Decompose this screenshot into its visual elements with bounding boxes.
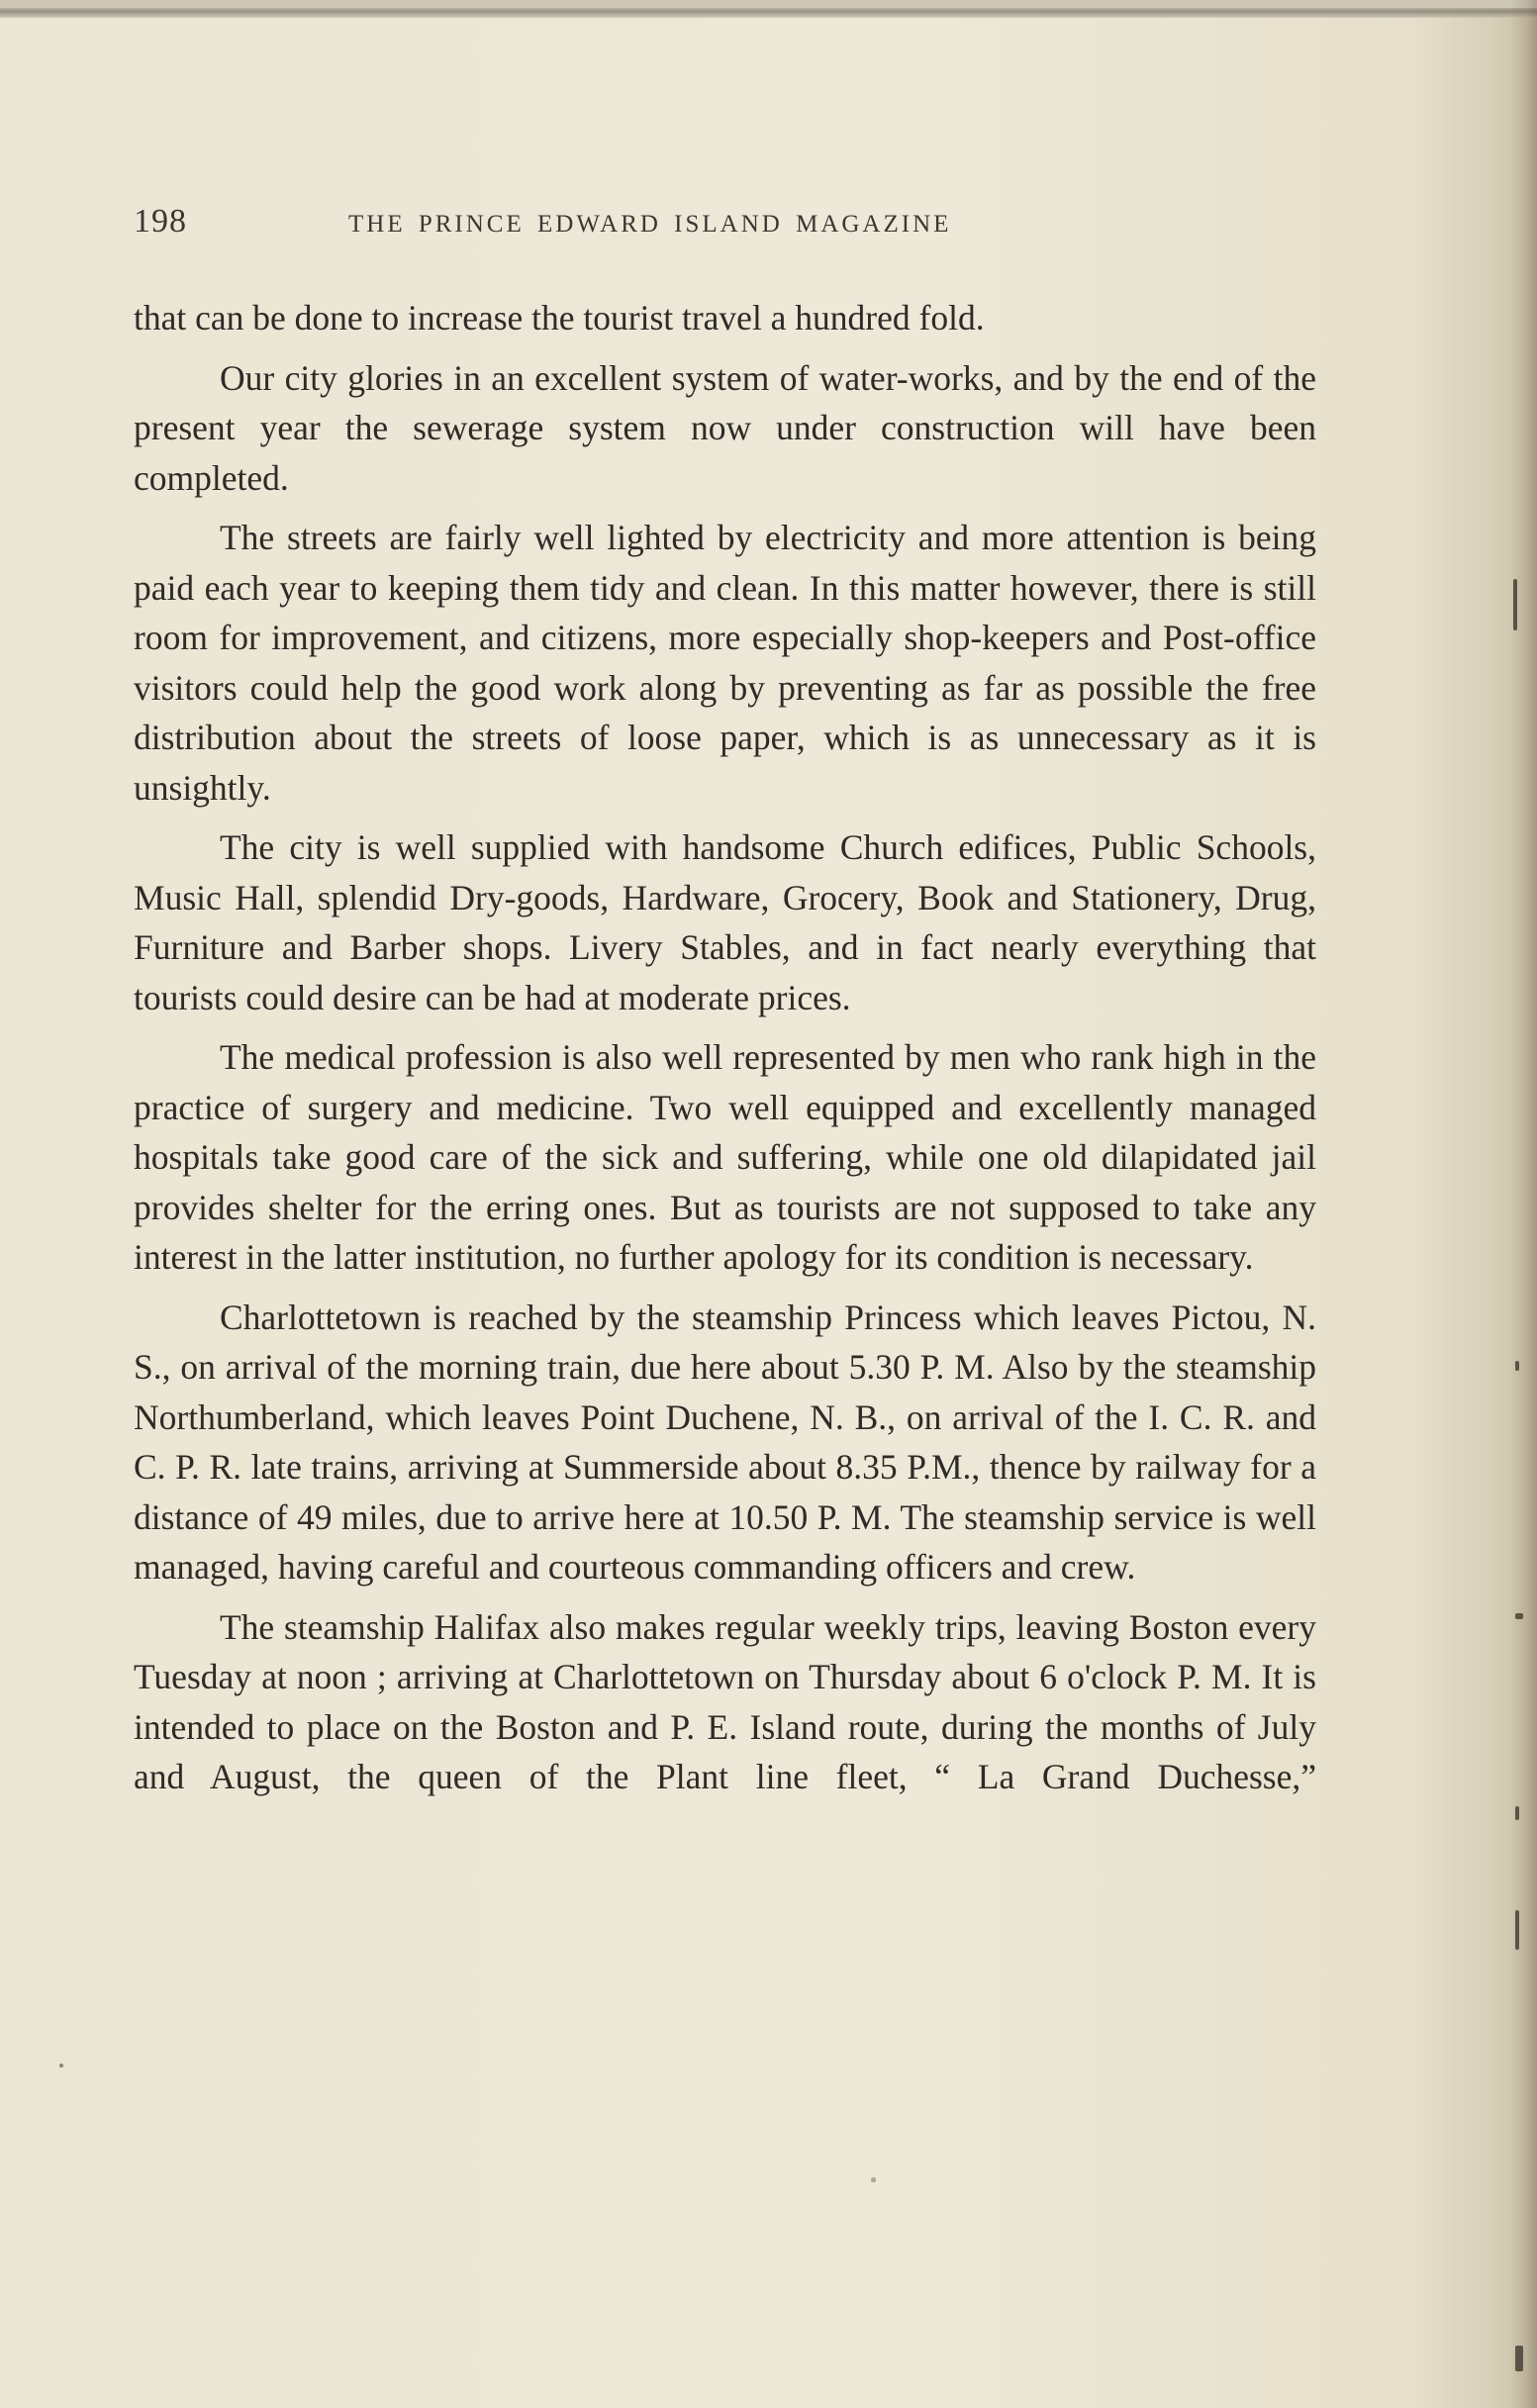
edge-mark xyxy=(1515,1910,1519,1950)
speck xyxy=(871,2177,876,2182)
paragraph-4: The city is well supplied with handsome Church edifices, Public Schools, Music Hall, splendid Dry-goods, Hardware, Grocery, Book and Stationery, Drug, Furniture and Barber shops. Livery Stables, and in fact nearly everything that tourists could desire can be had at moderate prices. xyxy=(134,827,1316,1017)
edge-mark xyxy=(1515,1613,1523,1619)
running-title: THE PRINCE EDWARD ISLAND MAGAZINE xyxy=(348,211,952,238)
paragraph-3: The streets are fairly well lighted by electricity and more attention is being paid each year to keeping them tidy and clean. In this matter however, there is still room for improvement, and citizens, more especially shop-keepers and Post-office visitors could help the good work along by preventing as far as possible the free distribution about the streets of loose paper, which is as unnecessary as it is unsightly. xyxy=(134,518,1316,808)
paragraph-5: The medical profession is also well represented by men who rank high in the practice of surgery and medicine. Two well equipped and excellently managed hospitals take good care of the sick and suffering, while one old dilapidated jail provides shelter for the erring ones. But as tourists are not supposed to take any interest in the latter institution, no further apology for its condition is necessary. xyxy=(134,1037,1316,1277)
page-number: 198 xyxy=(134,203,187,240)
page-header xyxy=(134,203,1321,252)
paragraph-6: Charlottetown is reached by the steamship Princess which leaves Pictou, N. S., on arrival of the morning train, due here about 5.30 P. M. Also by the steamship Northumberland, which leaves Point Duchene, N. B., on arrival of the I. C. R. and C. P. R. late trains, arriving at Summerside about 8.35 P.M., thence by railway for a distance of 49 miles, due to arrive here at 10.50 P. M. The steamship service is well managed, having careful and courteous commanding officers and crew. xyxy=(134,1297,1316,1587)
page-edge-shadow xyxy=(1509,0,1537,2408)
edge-mark xyxy=(1513,579,1517,630)
edge-mark xyxy=(1515,1361,1519,1371)
paragraph-2: Our city glories in an excellent system of water-works, and by the end of the present year the sewerage system now under construction will have been completed. xyxy=(134,357,1316,498)
article-body xyxy=(134,293,1316,1812)
paragraph-7: The steamship Halifax also makes regular weekly trips, leaving Boston every Tuesday at noon ; arriving at Charlottetown on Thursday about 6 o'clock P. M. It is intended to place on the Boston and P. E. Island route, during the months of July and August, the queen of the Plant line fleet, “ La Grand Duchesse,” xyxy=(134,1606,1316,1796)
top-rule xyxy=(0,8,1537,18)
edge-mark xyxy=(1515,1806,1519,1820)
paragraph-1: that can be done to increase the tourist travel a hundred fold. xyxy=(134,298,985,337)
edge-mark xyxy=(1515,2346,1523,2371)
top-edge xyxy=(0,0,1537,8)
speck xyxy=(59,2064,63,2068)
